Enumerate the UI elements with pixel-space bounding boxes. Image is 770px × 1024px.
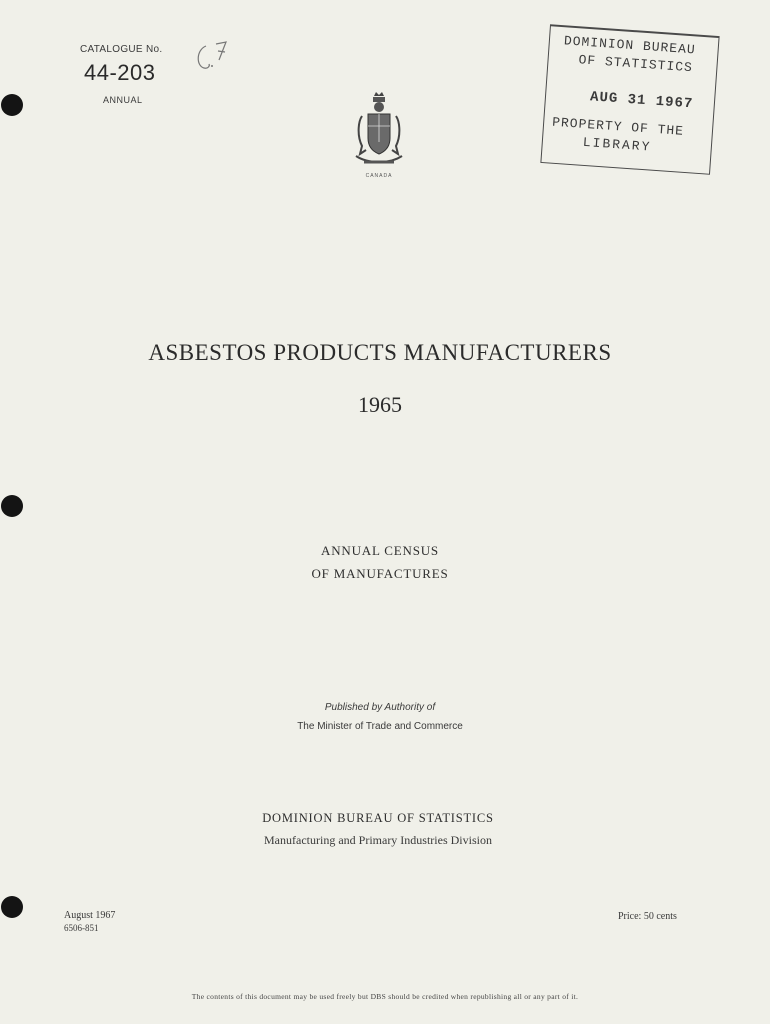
stamp-line-1: DOMINION BUREAU xyxy=(563,33,697,58)
document-year: 1965 xyxy=(358,392,402,417)
stamp-date: AUG 31 1967 xyxy=(589,89,694,113)
published-by: Published by Authority of xyxy=(324,702,436,713)
library-stamp xyxy=(540,24,719,175)
organization-division: Manufacturing and Primary Industries Division xyxy=(264,833,492,847)
issue-date: August 1967 xyxy=(64,910,116,921)
census-line-2: OF MANUFACTURES xyxy=(311,566,449,581)
copyright-footer: The contents of this document may be used freely but DBS should be credited when republishing all or any part of it. xyxy=(191,992,579,1001)
document-title: ASBESTOS PRODUCTS MANUFACTURERS xyxy=(148,340,612,365)
catalogue-frequency: ANNUAL xyxy=(103,95,143,105)
stamp-line-2: OF STATISTICS xyxy=(578,52,694,76)
catalogue-number: 44-203 xyxy=(84,60,156,85)
catalogue-label: CATALOGUE No. xyxy=(80,44,163,55)
census-line-1: ANNUAL CENSUS xyxy=(321,543,439,558)
stamp-line-4: LIBRARY xyxy=(582,134,652,155)
organization-name: DOMINION BUREAU OF STATISTICS xyxy=(262,811,494,825)
punch-hole-bottom xyxy=(1,896,23,918)
punch-hole-top xyxy=(1,94,23,116)
publishing-authority: The Minister of Trade and Commerce xyxy=(297,721,463,732)
issue-code: 6506-851 xyxy=(64,923,99,933)
canada-coat-of-arms-icon xyxy=(352,92,406,172)
handwritten-mark-icon xyxy=(192,36,232,80)
crest-caption: CANADA xyxy=(365,173,393,179)
stamp-line-3: PROPERTY OF THE xyxy=(551,114,685,139)
punch-hole-middle xyxy=(1,495,23,517)
issue-price: Price: 50 cents xyxy=(618,911,677,922)
